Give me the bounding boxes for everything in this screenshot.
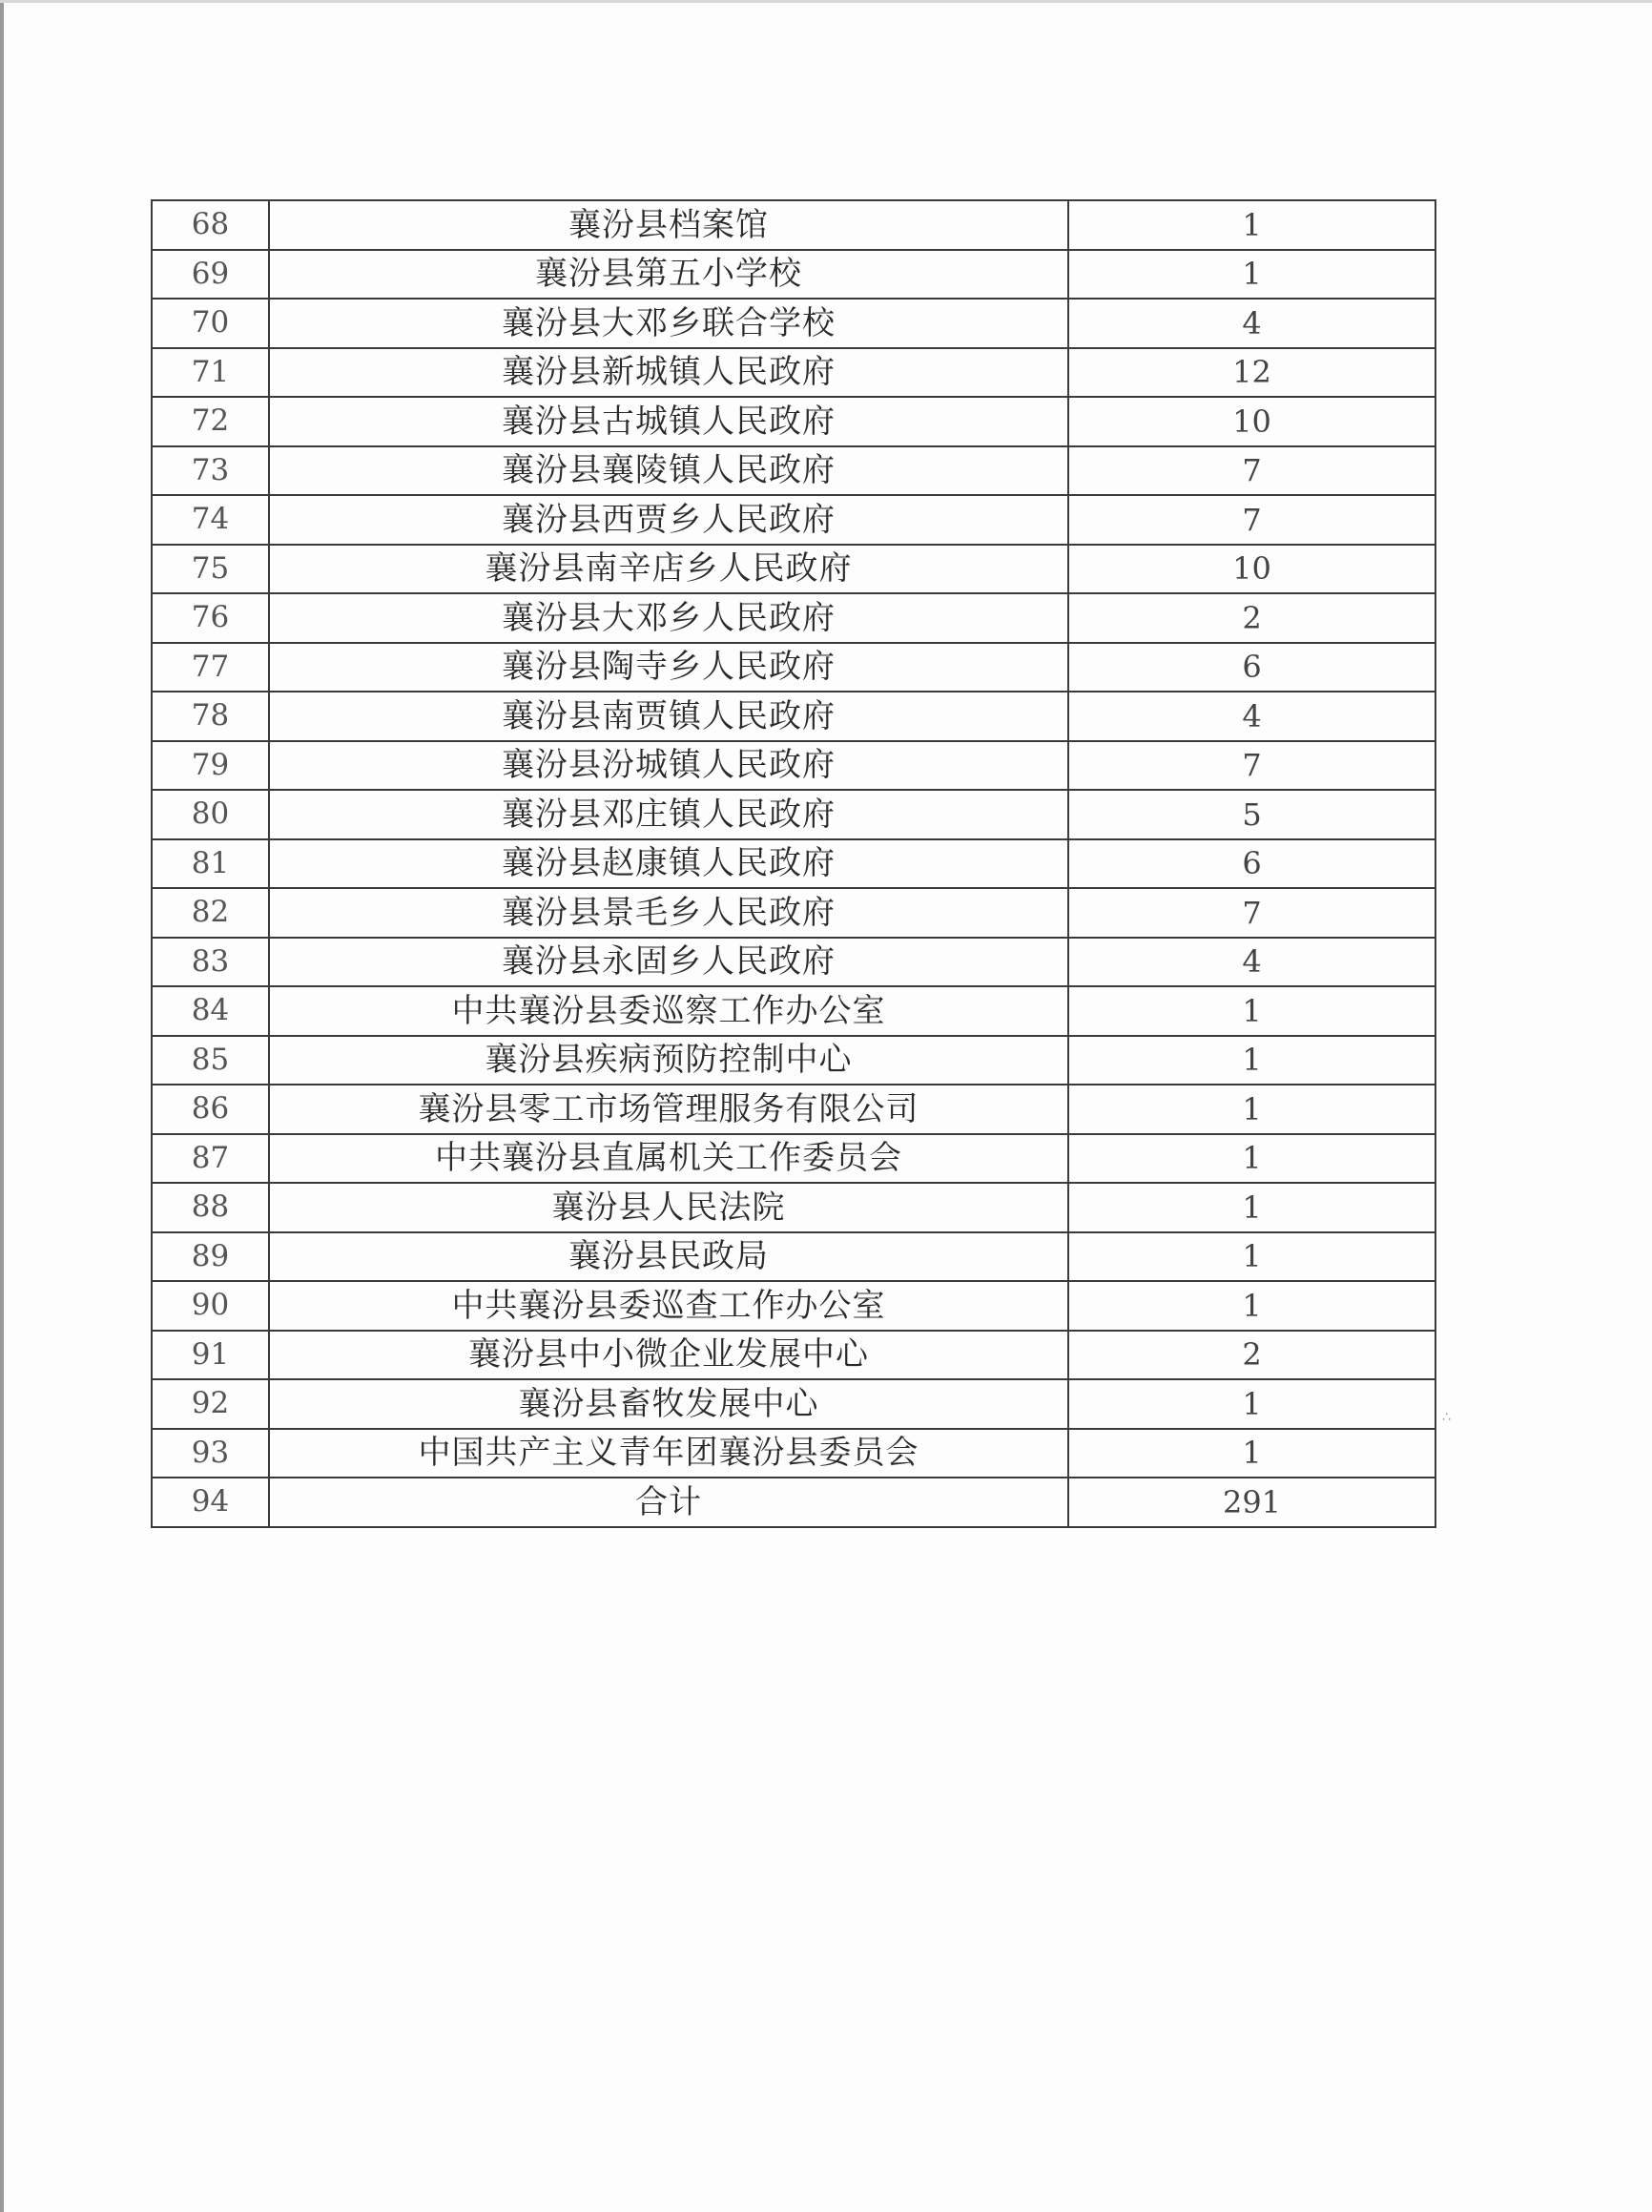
unit-name: 襄汾县零工市场管理服务有限公司 bbox=[269, 1085, 1068, 1134]
row-number: 76 bbox=[152, 593, 269, 643]
unit-name: 襄汾县畜牧发展中心 bbox=[269, 1379, 1068, 1429]
row-number: 72 bbox=[152, 397, 269, 446]
total-label: 合计 bbox=[269, 1478, 1068, 1527]
row-number: 84 bbox=[152, 986, 269, 1036]
row-number: 88 bbox=[152, 1183, 269, 1232]
table-row bbox=[152, 1331, 1435, 1380]
unit-name: 襄汾县档案馆 bbox=[269, 200, 1068, 250]
unit-count: 1 bbox=[1068, 1429, 1435, 1478]
unit-count: 1 bbox=[1068, 1085, 1435, 1134]
unit-count: 4 bbox=[1068, 692, 1435, 741]
unit-name: 襄汾县景毛乡人民政府 bbox=[269, 888, 1068, 938]
row-number: 78 bbox=[152, 692, 269, 741]
unit-count: 6 bbox=[1068, 643, 1435, 693]
row-number: 85 bbox=[152, 1036, 269, 1085]
unit-name: 襄汾县人民法院 bbox=[269, 1183, 1068, 1232]
unit-name: 襄汾县永固乡人民政府 bbox=[269, 938, 1068, 987]
table-row bbox=[152, 200, 1435, 250]
table-row bbox=[152, 593, 1435, 643]
table-row bbox=[152, 1379, 1435, 1429]
row-number: 93 bbox=[152, 1429, 269, 1478]
total-count: 291 bbox=[1068, 1478, 1435, 1527]
unit-name: 襄汾县赵康镇人民政府 bbox=[269, 839, 1068, 889]
unit-count-table bbox=[151, 199, 1436, 1528]
unit-count: 1 bbox=[1068, 250, 1435, 300]
table-row bbox=[152, 839, 1435, 889]
table-row bbox=[152, 299, 1435, 348]
unit-name: 襄汾县邓庄镇人民政府 bbox=[269, 790, 1068, 839]
table-row bbox=[152, 1232, 1435, 1282]
row-number: 92 bbox=[152, 1379, 269, 1429]
row-number: 91 bbox=[152, 1331, 269, 1380]
table-row bbox=[152, 938, 1435, 987]
unit-count: 7 bbox=[1068, 446, 1435, 496]
unit-count: 7 bbox=[1068, 495, 1435, 545]
unit-name: 襄汾县第五小学校 bbox=[269, 250, 1068, 300]
unit-name: 襄汾县大邓乡联合学校 bbox=[269, 299, 1068, 348]
unit-count: 6 bbox=[1068, 839, 1435, 889]
unit-count: 12 bbox=[1068, 348, 1435, 398]
row-number: 80 bbox=[152, 790, 269, 839]
row-number: 82 bbox=[152, 888, 269, 938]
unit-count: 7 bbox=[1068, 888, 1435, 938]
unit-name: 中共襄汾县委巡察工作办公室 bbox=[269, 986, 1068, 1036]
row-number: 71 bbox=[152, 348, 269, 398]
unit-count: 4 bbox=[1068, 938, 1435, 987]
unit-count: 4 bbox=[1068, 299, 1435, 348]
table-row bbox=[152, 888, 1435, 938]
unit-name: 襄汾县西贾乡人民政府 bbox=[269, 495, 1068, 545]
unit-count: 1 bbox=[1068, 1379, 1435, 1429]
table-body bbox=[152, 200, 1435, 1527]
table-row bbox=[152, 1134, 1435, 1184]
row-number: 86 bbox=[152, 1085, 269, 1134]
table-row bbox=[152, 545, 1435, 594]
table-row bbox=[152, 692, 1435, 741]
unit-name: 襄汾县大邓乡人民政府 bbox=[269, 593, 1068, 643]
unit-count: 10 bbox=[1068, 397, 1435, 446]
table-row bbox=[152, 1183, 1435, 1232]
row-number: 75 bbox=[152, 545, 269, 594]
table-row bbox=[152, 446, 1435, 496]
unit-count: 1 bbox=[1068, 1183, 1435, 1232]
unit-count: 1 bbox=[1068, 1134, 1435, 1184]
table-row bbox=[152, 643, 1435, 693]
row-number: 77 bbox=[152, 643, 269, 693]
unit-name: 襄汾县疾病预防控制中心 bbox=[269, 1036, 1068, 1085]
unit-count: 1 bbox=[1068, 200, 1435, 250]
table-row bbox=[152, 495, 1435, 545]
unit-name: 襄汾县新城镇人民政府 bbox=[269, 348, 1068, 398]
row-number: 89 bbox=[152, 1232, 269, 1282]
table-row bbox=[152, 741, 1435, 791]
unit-name: 襄汾县民政局 bbox=[269, 1232, 1068, 1282]
table-row bbox=[152, 1281, 1435, 1331]
row-number: 73 bbox=[152, 446, 269, 496]
unit-name: 襄汾县襄陵镇人民政府 bbox=[269, 446, 1068, 496]
row-number: 81 bbox=[152, 839, 269, 889]
row-number: 74 bbox=[152, 495, 269, 545]
row-number: 79 bbox=[152, 741, 269, 791]
table-row bbox=[152, 348, 1435, 398]
unit-name: 襄汾县古城镇人民政府 bbox=[269, 397, 1068, 446]
unit-count: 5 bbox=[1068, 790, 1435, 839]
unit-name: 襄汾县陶寺乡人民政府 bbox=[269, 643, 1068, 693]
scan-speck: ∴ bbox=[1442, 1410, 1451, 1425]
unit-count: 1 bbox=[1068, 1281, 1435, 1331]
table-row bbox=[152, 986, 1435, 1036]
table-row bbox=[152, 1085, 1435, 1134]
unit-count: 1 bbox=[1068, 986, 1435, 1036]
unit-name: 中共襄汾县委巡查工作办公室 bbox=[269, 1281, 1068, 1331]
scan-top-edge bbox=[0, 0, 1652, 3]
unit-name: 中共襄汾县直属机关工作委员会 bbox=[269, 1134, 1068, 1184]
table-row bbox=[152, 250, 1435, 300]
table-row bbox=[152, 1036, 1435, 1085]
unit-name: 襄汾县汾城镇人民政府 bbox=[269, 741, 1068, 791]
total-row bbox=[152, 1478, 1435, 1527]
row-number: 69 bbox=[152, 250, 269, 300]
unit-count: 2 bbox=[1068, 593, 1435, 643]
unit-count: 10 bbox=[1068, 545, 1435, 594]
unit-name: 襄汾县中小微企业发展中心 bbox=[269, 1331, 1068, 1380]
unit-count: 7 bbox=[1068, 741, 1435, 791]
row-number: 87 bbox=[152, 1134, 269, 1184]
unit-count: 1 bbox=[1068, 1036, 1435, 1085]
row-number: 90 bbox=[152, 1281, 269, 1331]
table-row bbox=[152, 790, 1435, 839]
table-row bbox=[152, 1429, 1435, 1478]
row-number: 70 bbox=[152, 299, 269, 348]
unit-count: 2 bbox=[1068, 1331, 1435, 1380]
row-number: 68 bbox=[152, 200, 269, 250]
total-row-number: 94 bbox=[152, 1478, 269, 1527]
scan-edge bbox=[0, 0, 4, 2212]
unit-count: 1 bbox=[1068, 1232, 1435, 1282]
table-row bbox=[152, 397, 1435, 446]
unit-name: 襄汾县南贾镇人民政府 bbox=[269, 692, 1068, 741]
row-number: 83 bbox=[152, 938, 269, 987]
unit-name: 襄汾县南辛店乡人民政府 bbox=[269, 545, 1068, 594]
unit-name: 中国共产主义青年团襄汾县委员会 bbox=[269, 1429, 1068, 1478]
